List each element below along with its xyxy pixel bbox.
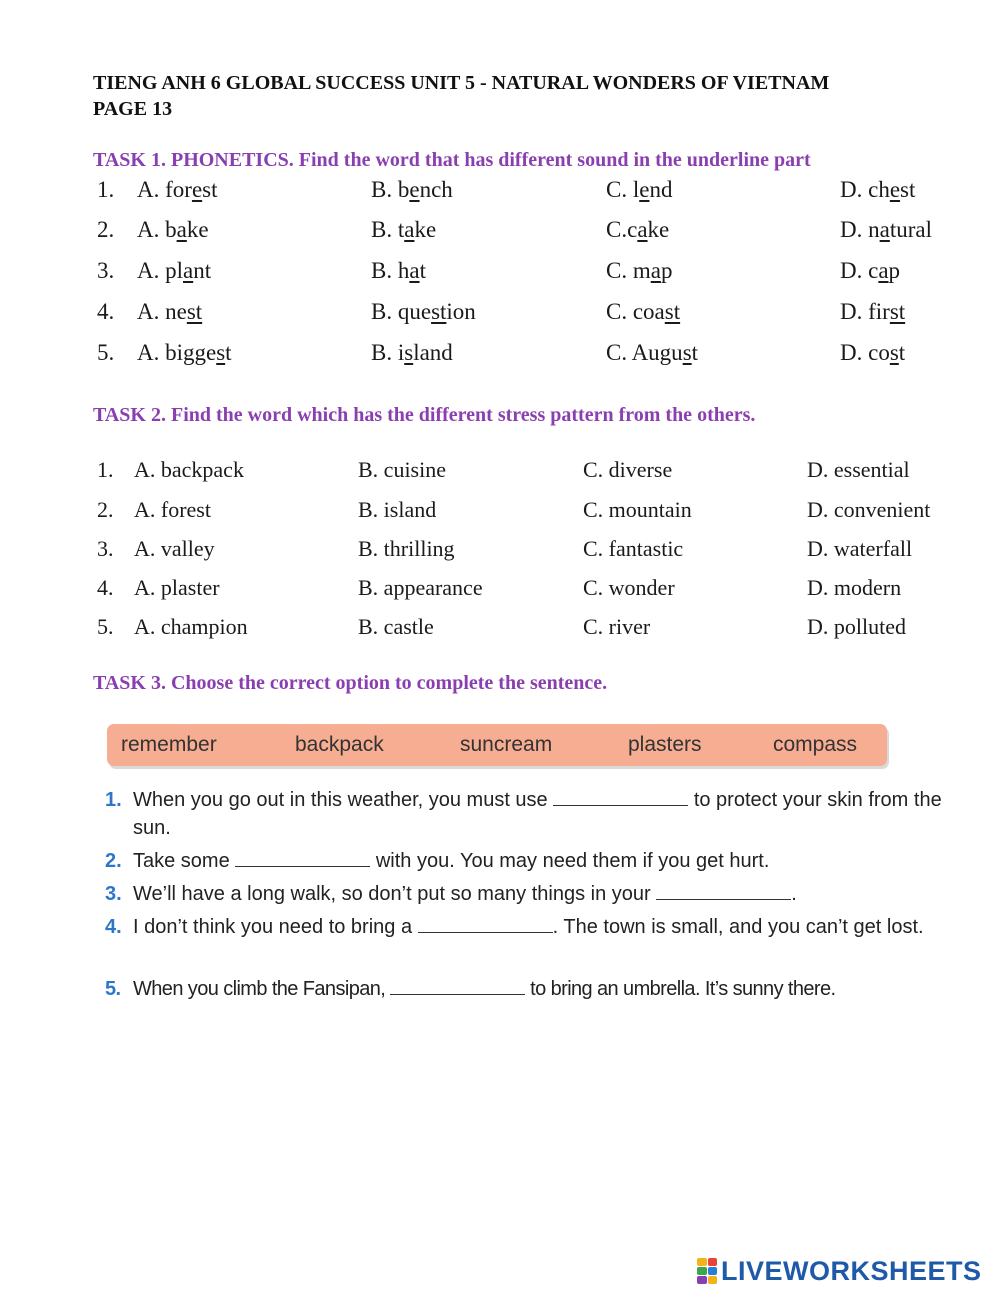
answer-blank[interactable] <box>390 976 525 995</box>
sentence-3 <box>105 880 955 908</box>
sentence-number: 4. <box>105 916 122 938</box>
option-text: C. Augu <box>606 340 683 365</box>
sentence-text-before: We’ll have a long walk, so don’t put so many things in your <box>133 883 651 905</box>
option-text: p <box>660 258 673 283</box>
task1-row <box>0 217 1000 249</box>
option-c[interactable] <box>606 177 672 203</box>
option-text: nd <box>649 177 673 202</box>
question-number: 1. <box>97 457 114 482</box>
underlined-part: a <box>637 217 648 242</box>
sentence-number: 3. <box>105 883 122 905</box>
underlined-part: e <box>409 177 420 202</box>
title-line-2: PAGE 13 <box>93 98 173 120</box>
option-text: B. b <box>371 177 410 202</box>
option-text: A. ne <box>137 299 187 324</box>
option-text: nch <box>419 177 453 202</box>
option-c[interactable]: C. mountain <box>583 497 692 522</box>
option-c[interactable] <box>606 340 698 366</box>
option-text: D. co <box>840 340 890 365</box>
question-number: 1. <box>97 177 115 202</box>
option-d[interactable] <box>840 258 900 284</box>
underlined-part: a <box>409 258 420 283</box>
option-a[interactable] <box>137 177 218 203</box>
underlined-part: a <box>650 258 661 283</box>
option-b[interactable]: B. island <box>358 497 437 522</box>
option-c[interactable] <box>606 217 669 243</box>
option-b[interactable] <box>371 299 476 325</box>
option-a[interactable]: A. plaster <box>134 575 220 600</box>
option-text: ion <box>446 299 476 324</box>
option-text: t <box>419 258 426 283</box>
worksheet-title <box>93 70 973 122</box>
question-number: 5. <box>97 614 114 639</box>
option-d[interactable] <box>840 177 915 203</box>
option-b[interactable]: B. thrilling <box>358 536 455 561</box>
task1-row <box>0 299 1000 331</box>
option-d[interactable]: D. convenient <box>807 497 931 522</box>
option-text: st <box>900 177 916 202</box>
underlined-part: s <box>216 340 226 365</box>
underlined-part: s <box>682 340 692 365</box>
option-c[interactable]: C. wonder <box>583 575 675 600</box>
option-b[interactable]: B. appearance <box>358 575 483 600</box>
option-d[interactable] <box>840 340 905 366</box>
sentence-number: 5. <box>105 978 121 1000</box>
option-b[interactable] <box>371 340 453 366</box>
option-text: ke <box>647 217 670 242</box>
option-a[interactable]: A. forest <box>134 497 211 522</box>
answer-blank[interactable] <box>235 848 370 867</box>
option-text: D. ch <box>840 177 890 202</box>
option-a[interactable]: A. backpack <box>134 457 244 482</box>
task1-row <box>0 258 1000 290</box>
underlined-part: st <box>664 299 681 324</box>
answer-blank[interactable] <box>418 914 553 933</box>
option-text: D. fir <box>840 299 890 324</box>
question-number: 5. <box>97 340 115 365</box>
sentence-text-after: . The town is small, and you can’t get lost. <box>552 916 924 938</box>
option-a[interactable] <box>137 299 202 325</box>
option-text: C. coa <box>606 299 665 324</box>
question-number: 4. <box>97 299 115 324</box>
option-a[interactable] <box>137 258 211 284</box>
option-text: tural <box>889 217 932 242</box>
sentence-number: 1. <box>105 789 122 811</box>
option-text: B. que <box>371 299 432 324</box>
task2-row <box>0 536 1000 568</box>
sentence-text-after: to bring an umbrella. It’s sunny there. <box>530 978 836 1000</box>
question-number: 3. <box>97 258 115 283</box>
option-b[interactable] <box>371 258 426 284</box>
sentence-text-before: When you climb the Fansipan, <box>133 978 386 1000</box>
task1-heading: TASK 1. PHONETICS. Find the word that has different sound in the underline part <box>93 149 811 171</box>
option-d[interactable]: D. modern <box>807 575 902 600</box>
underlined-part: st <box>431 299 447 324</box>
sentence-2 <box>105 847 955 875</box>
option-text: C. l <box>606 177 640 202</box>
task2-row <box>0 457 1000 489</box>
option-c[interactable]: C. diverse <box>583 457 673 482</box>
underlined-part: a <box>878 258 889 283</box>
option-text: D. n <box>840 217 880 242</box>
underlined-part: s <box>889 340 899 365</box>
option-b[interactable]: B. cuisine <box>358 457 446 482</box>
underlined-part: e <box>889 177 901 202</box>
option-text: C. m <box>606 258 651 283</box>
task3-heading: TASK 3. Choose the correct option to complete the sentence. <box>93 672 608 694</box>
task2-heading: TASK 2. Find the word which has the different stress pattern from the others. <box>93 404 756 426</box>
option-text: A. pl <box>137 258 183 283</box>
underlined-part: s <box>404 340 414 365</box>
option-c[interactable]: C. river <box>583 614 651 639</box>
sentence-text-after: to protect your skin from the sun. <box>133 789 942 839</box>
liveworksheets-icon <box>697 1258 717 1284</box>
option-d[interactable]: D. waterfall <box>807 536 913 561</box>
option-c[interactable] <box>606 258 672 284</box>
question-number: 2. <box>97 217 115 242</box>
option-text: A. bigge <box>137 340 217 365</box>
answer-blank[interactable] <box>553 787 688 806</box>
option-b[interactable]: B. castle <box>358 614 434 639</box>
sentence-text-after: . <box>791 883 797 905</box>
question-number: 2. <box>97 497 114 522</box>
option-a[interactable]: A. champion <box>134 614 248 639</box>
option-d[interactable]: D. essential <box>807 457 910 482</box>
logo-text: LIVEWORKSHEETS <box>721 1255 982 1286</box>
option-text: ke <box>414 217 437 242</box>
option-a[interactable]: A. valley <box>134 536 215 561</box>
sentence-text-before: Take some <box>133 850 230 872</box>
title-line-1: TIENG ANH 6 GLOBAL SUCCESS UNIT 5 - NATURAL WONDERS OF VIETNAM <box>93 72 830 94</box>
underlined-part: a <box>176 217 187 242</box>
word-bank-item: compass <box>773 733 858 756</box>
option-text: B. i <box>371 340 405 365</box>
sentence-text-after: with you. You may need them if you get hurt. <box>375 850 770 872</box>
underlined-part: a <box>183 258 194 283</box>
option-d[interactable]: D. polluted <box>807 614 906 639</box>
option-text: t <box>898 340 906 365</box>
option-text: p <box>888 258 901 283</box>
word-bank-item: backpack <box>295 733 384 756</box>
option-d[interactable] <box>840 217 932 243</box>
option-text: ke <box>186 217 209 242</box>
option-text: land <box>413 340 453 365</box>
underlined-part: st <box>889 299 906 324</box>
option-c[interactable] <box>606 299 680 325</box>
liveworksheets-logo <box>697 1256 982 1286</box>
option-text: C.c <box>606 217 638 242</box>
underlined-part: st <box>186 299 203 324</box>
sentence-number: 2. <box>105 850 122 872</box>
option-text: t <box>691 340 699 365</box>
option-a[interactable] <box>137 340 232 366</box>
option-text: D. c <box>840 258 879 283</box>
option-b[interactable] <box>371 177 453 203</box>
underlined-part: a <box>879 217 890 242</box>
option-text: t <box>225 340 232 365</box>
option-c[interactable]: C. fantastic <box>583 536 684 561</box>
answer-blank[interactable] <box>656 881 791 900</box>
word-bank-item: remember <box>121 733 217 756</box>
question-number: 4. <box>97 575 114 600</box>
task1-row <box>0 340 1000 372</box>
sentence-1 <box>105 786 955 842</box>
option-text: B. t <box>371 217 405 242</box>
task2-row <box>0 497 1000 529</box>
underlined-part: e <box>639 177 650 202</box>
word-bank-item: suncream <box>460 733 553 756</box>
option-text: st <box>202 177 218 202</box>
task2-row <box>0 575 1000 607</box>
word-bank <box>107 724 887 766</box>
underlined-part: a <box>404 217 415 242</box>
question-number: 3. <box>97 536 114 561</box>
option-b[interactable] <box>371 217 436 243</box>
sentence-5 <box>105 975 955 1003</box>
option-text: A. for <box>137 177 192 202</box>
option-a[interactable] <box>137 217 209 243</box>
task2-row <box>0 614 1000 646</box>
word-bank-item: plasters <box>628 733 702 756</box>
sentence-text-before: I don’t think you need to bring a <box>133 916 413 938</box>
option-text: A. b <box>137 217 177 242</box>
option-text: nt <box>193 258 212 283</box>
underlined-part: e <box>191 177 203 202</box>
sentence-text-before: When you go out in this weather, you must use <box>133 789 548 811</box>
task1-row <box>0 177 1000 209</box>
sentence-4 <box>105 913 955 941</box>
option-d[interactable] <box>840 299 905 325</box>
option-text: B. h <box>371 258 410 283</box>
